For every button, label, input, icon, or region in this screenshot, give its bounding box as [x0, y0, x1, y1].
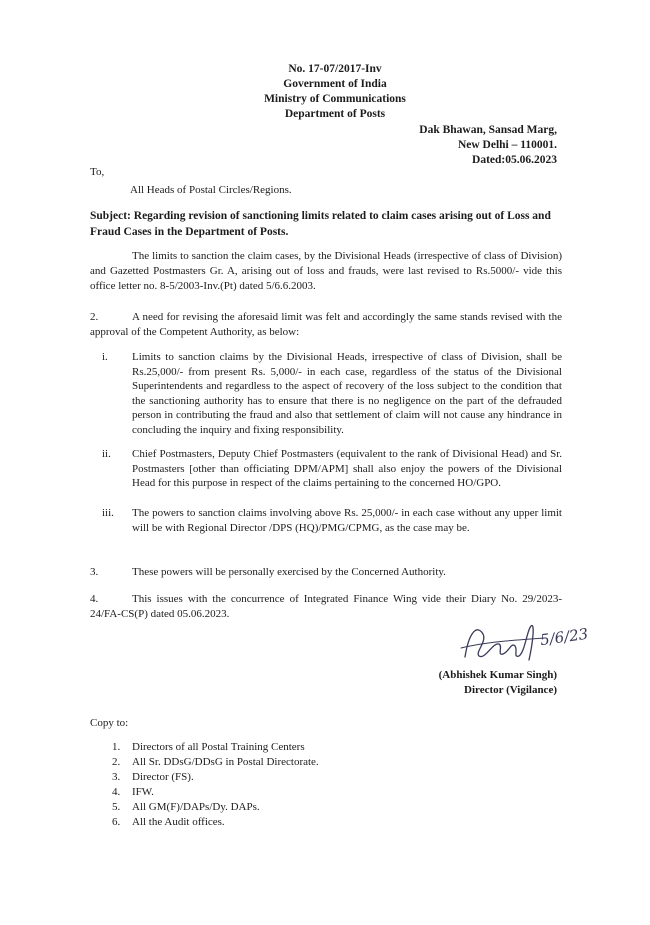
signatory-name: (Abhishek Kumar Singh) — [438, 669, 557, 681]
signature-date: 5/6/23 — [538, 624, 590, 650]
list-item-number: iii. — [102, 507, 114, 519]
paragraph-1: The limits to sanction the claim cases, by the Divisional Heads (irrespective of class of Division) and Gazetted Postmasters Gr. A, arising out of loss and frauds, were last revised to Rs.5000/- vide this office letter no. 8-5/2003-Inv.(Pt) dated 5/6.6.2003. — [90, 250, 562, 292]
list-item-number: i. — [102, 351, 108, 363]
paragraph-3: These powers will be personally exercised by the Concerned Authority. — [132, 566, 446, 578]
paragraph-4: This issues with the concurrence of Integrated Finance Wing vide their Diary No. 29/2023-24/FA-CS(P) dated 05.06.2023. — [90, 593, 562, 620]
signatory-designation: Director (Vigilance) — [464, 684, 557, 696]
copy-to-item: 4. IFW. — [112, 786, 154, 798]
copy-to-item: 6. All the Audit offices. — [112, 816, 225, 828]
list-item-text: Limits to sanction claims by the Divisional Heads, irrespective of class of Division, shall be Rs.25,000/- from present Rs. 5,000/- in each case, regardless of the status of the Divisional Superintendents and regardless to the aspect of recovery of the loss subject to the condition that the sanctioning authority has to ensure that there is no negligence on the part of the defrauded person in contributing the fraud and also that settlement of claim will not cause any hindrance in concluding the inquiry and fixing responsibility. — [132, 351, 562, 436]
letter-date: Dated:05.06.2023 — [472, 154, 557, 166]
list-item-text: The powers to sanction claims involving above Rs. 25,000/- in each case without any upper limit will be with Regional Director /DPS (HQ)/PMG/CPMG, as the case may be. — [132, 507, 562, 534]
paragraph-2-number: 2. — [90, 311, 99, 323]
copy-to-item: 3. Director (FS). — [112, 771, 194, 783]
department-name: Department of Posts — [284, 108, 386, 120]
list-item-number: ii. — [102, 448, 111, 460]
letter-number: No. 17-07/2017-Inv — [288, 63, 382, 75]
list-item — [102, 506, 562, 535]
address-line2: New Delhi – 110001. — [457, 139, 557, 151]
ministry-name: Ministry of Communications — [264, 93, 406, 105]
subject-line: Subject: Regarding revision of sanctioning limits related to claim cases arising out of Loss and Fraud Cases in the Department of Posts. — [90, 210, 551, 238]
paragraph-2: A need for revising the aforesaid limit was felt and accordingly the same stands revised with the approval of the Competent Authority, as below: — [90, 311, 562, 338]
address-line1: Dak Bhawan, Sansad Marg, — [419, 124, 557, 136]
list-item — [102, 447, 562, 491]
copy-to-item: 5. All GM(F)/DAPs/Dy. DAPs. — [112, 801, 260, 813]
copy-to-item: 1. Directors of all Postal Training Centers — [112, 741, 305, 753]
to-recipient: All Heads of Postal Circles/Regions. — [130, 184, 292, 196]
copy-to-label: Copy to: — [90, 717, 129, 729]
paragraph-4-number: 4. — [90, 593, 99, 605]
copy-to-item: 2. All Sr. DDsG/DDsG in Postal Directorate. — [112, 756, 319, 768]
govt-name: Government of India — [283, 78, 387, 90]
to-label: To, — [90, 166, 105, 178]
paragraph-3-number: 3. — [90, 566, 99, 578]
list-item — [102, 350, 562, 437]
list-item-text: Chief Postmasters, Deputy Chief Postmasters (equivalent to the rank of Divisional Head) and Sr. Postmasters [other than officiating DPM/APM] shall also enjoy the powers of the Divisional Head for this purpose in respect of the claims pertaining to the concerned HO/GPO. — [132, 448, 562, 489]
